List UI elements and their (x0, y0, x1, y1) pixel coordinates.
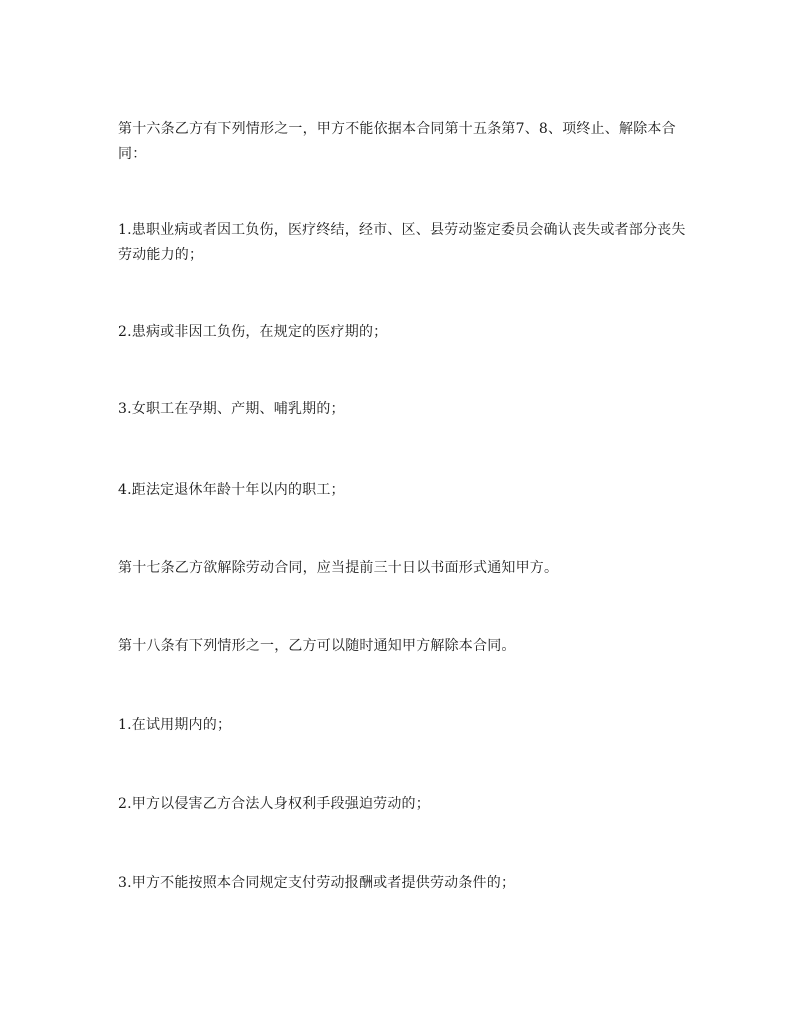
article-18-paragraph: 第十八条有下列情形之一，乙方可以随时通知甲方解除本合同。 (118, 638, 516, 654)
clause-18-item-3: 3.甲方不能按照本合同规定支付劳动报酬或者提供劳动条件的； (118, 875, 516, 891)
clause-18-item-2: 2.甲方以侵害乙方合法人身权利手段强迫劳动的； (118, 796, 430, 812)
article-16-paragraph: 第十六条乙方有下列情形之一，甲方不能依据本合同第十五条第7、8、项终止、解除本合同： (118, 121, 676, 162)
clause-16-item-3: 3.女职工在孕期、产期、哺乳期的； (118, 401, 345, 417)
article-17-paragraph: 第十七条乙方欲解除劳动合同，应当提前三十日以书面形式通知甲方。 (118, 560, 559, 576)
clause-18-item-1: 1.在试用期内的； (118, 717, 232, 733)
clause-16-item-1: 1.患职业病或者因工负伤，医疗终结，经市、区、县劳动鉴定委员会确认丧失或者部分丧失劳动能力的； (118, 222, 686, 263)
clause-16-item-4: 4.距法定退休年龄十年以内的职工； (118, 482, 345, 498)
clause-16-item-2: 2.患病或非因工负伤，在规定的医疗期的； (118, 324, 388, 340)
